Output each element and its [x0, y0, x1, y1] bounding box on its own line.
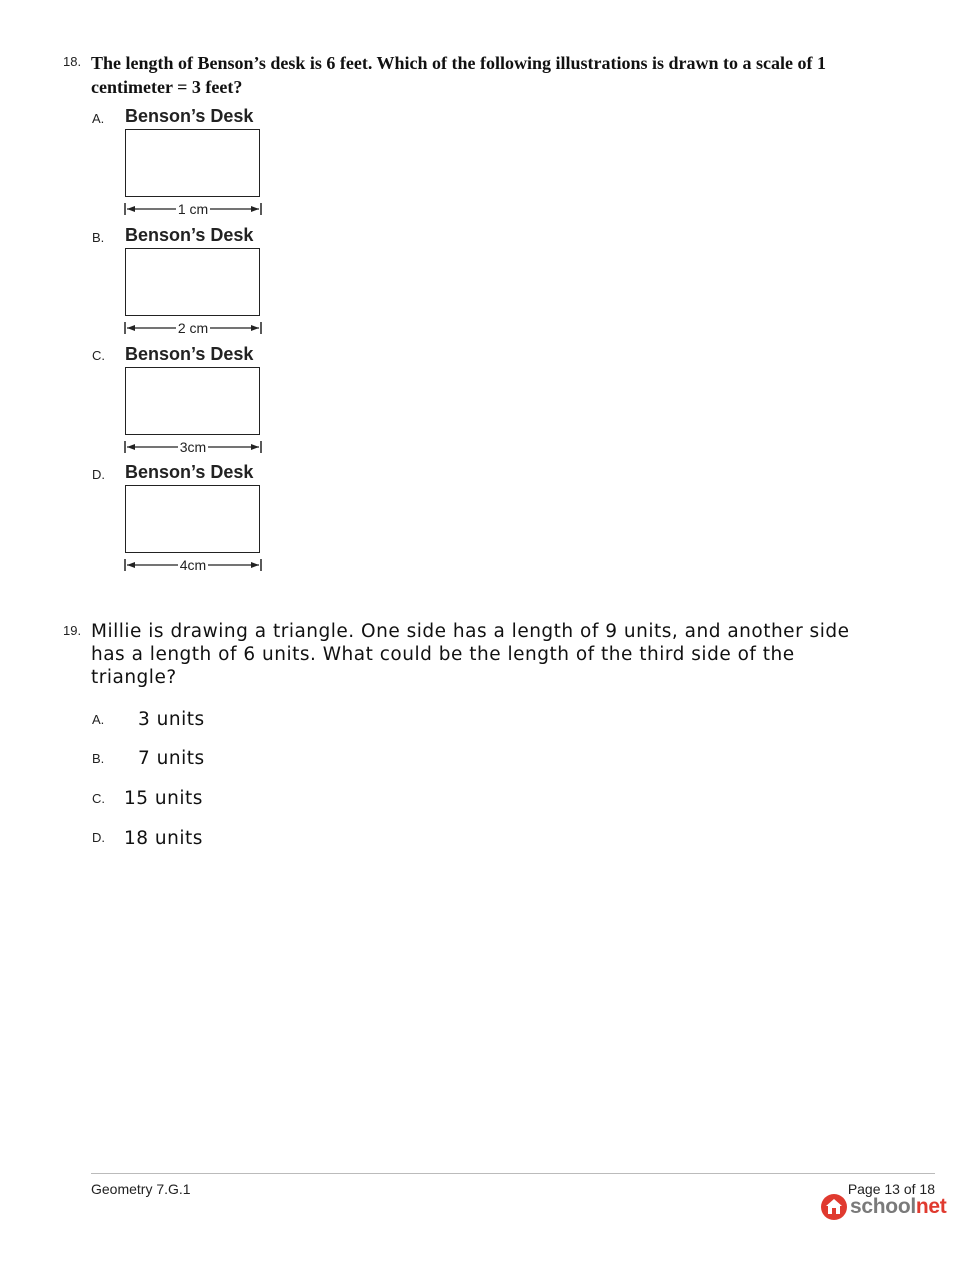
option-letter[interactable]: D. — [92, 830, 105, 845]
option-letter[interactable]: A. — [92, 111, 105, 126]
option-letter[interactable]: C. — [92, 348, 105, 363]
answer-option-b[interactable]: 7 units — [138, 748, 205, 769]
dimension-arrow — [124, 439, 262, 455]
dimension-label: 3cm — [179, 439, 207, 455]
option-letter[interactable]: A. — [92, 712, 105, 727]
answer-option-d[interactable]: 18 units — [124, 828, 203, 849]
dimension-arrow — [124, 557, 262, 573]
logo-text-school: school — [850, 1195, 916, 1218]
dimension-label: 4cm — [179, 557, 207, 573]
desk-rectangle — [125, 248, 260, 316]
question-number: 18. — [63, 54, 82, 69]
dimension-label: 2 cm — [177, 320, 209, 336]
desk-title: Benson’s Desk — [125, 106, 254, 126]
desk-illustration-b[interactable] — [124, 225, 264, 337]
dimension-arrow — [124, 201, 262, 217]
desk-rectangle — [125, 485, 260, 553]
dimension-label: 1 cm — [177, 201, 209, 217]
option-letter[interactable]: B. — [92, 751, 105, 766]
option-letter[interactable]: B. — [92, 230, 105, 245]
option-letter[interactable]: C. — [92, 791, 105, 806]
logo-text-net: net — [915, 1195, 947, 1218]
dimension-arrow — [124, 320, 262, 336]
schoolnet-logo — [820, 1193, 947, 1223]
answer-option-a[interactable]: 3 units — [138, 709, 205, 730]
question-number: 19. — [63, 623, 82, 638]
desk-illustration-a[interactable] — [124, 106, 264, 218]
option-letter[interactable]: D. — [92, 467, 105, 482]
desk-title: Benson’s Desk — [125, 462, 254, 482]
question-prompt: The length of Benson’s desk is 6 feet. Which of the following illustrations is drawn to a scale of 1 centimeter = 3 feet? — [91, 53, 827, 97]
question-prompt: Millie is drawing a triangle. One side has a length of 9 units, and another side has a length of 6 units. What could be the length of the third side of the triangle? — [91, 621, 850, 688]
house-icon — [820, 1193, 848, 1221]
desk-title: Benson’s Desk — [125, 225, 254, 245]
answer-option-c[interactable]: 15 units — [124, 788, 203, 809]
desk-rectangle — [125, 129, 260, 197]
desk-illustration-c[interactable] — [124, 344, 264, 456]
desk-rectangle — [125, 367, 260, 435]
page-indicator: Page 13 of 18 — [847, 1181, 935, 1197]
desk-illustration-d[interactable] — [124, 462, 264, 574]
desk-title: Benson’s Desk — [125, 344, 254, 364]
footer-course-label: Geometry 7.G.1 — [91, 1181, 191, 1197]
footer-divider — [91, 1173, 935, 1174]
